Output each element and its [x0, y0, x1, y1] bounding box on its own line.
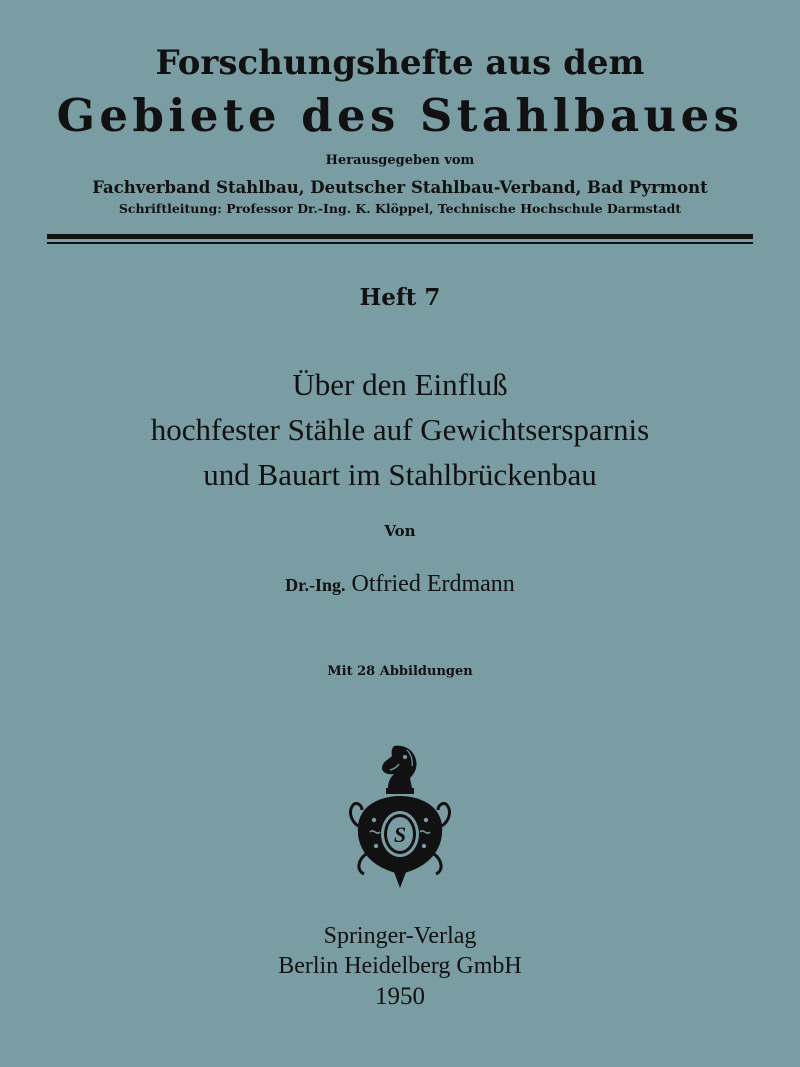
divider-thin [47, 242, 753, 244]
publication-year: 1950 [375, 983, 425, 1010]
editorial-credit: Schriftleitung: Professor Dr.-Ing. K. Klöppel, Technische Hochschule Darmstadt [118, 201, 682, 216]
divider-thick [47, 234, 753, 239]
author-title: Dr.-Ing. [285, 575, 346, 595]
series-title-line-2: Gebiete des Stahlbaues [56, 89, 744, 142]
issue-number: Heft 7 [359, 284, 441, 311]
by-label: Von [384, 522, 416, 540]
springer-knight-icon [344, 742, 456, 892]
logo-letter: S [393, 822, 407, 847]
illustration-count: Mit 28 Abbildungen [327, 664, 473, 679]
author [0, 572, 800, 596]
book-title-line-2: hochfester Stähle auf Gewichtsersparnis [150, 412, 650, 447]
editor-label: Herausgegeben vom [325, 153, 475, 168]
book-title-line-1: Über den Einfluß [292, 367, 508, 402]
book-title-line-3: und Bauart im Stahlbrückenbau [203, 457, 597, 492]
series-title-line-1: Forschungshefte aus dem [155, 43, 645, 83]
association-name: Fachverband Stahlbau, Deutscher Stahlbau-Verband, Bad Pyrmont [92, 178, 708, 197]
publisher-place: Berlin Heidelberg GmbH [278, 953, 522, 979]
author-name: Otfried Erdmann [351, 571, 515, 597]
publisher-name: Springer-Verlag [323, 923, 477, 949]
